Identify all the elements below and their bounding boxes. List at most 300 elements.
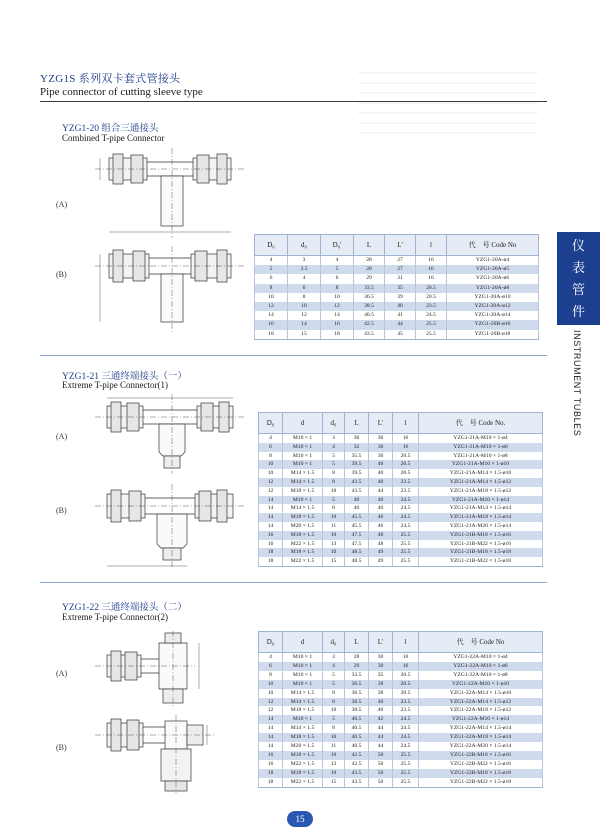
table-cell: 39	[385, 293, 416, 302]
table-cell: 42	[369, 715, 393, 724]
table-cell: YZG1-22B-M18 × 1.5-ø18	[419, 769, 543, 778]
col-header: l	[393, 632, 419, 653]
table-row	[259, 540, 543, 549]
col-header: D₀	[259, 632, 283, 653]
table-cell: M22 × 1.5	[283, 778, 323, 787]
table-cell: YZG1-21A-M10 × 1-ø6	[419, 443, 543, 452]
table-cell: 5	[323, 496, 345, 505]
table-cell: 46	[369, 522, 393, 531]
table-cell: 25.5	[416, 330, 447, 340]
spec-table-yzg1-20	[254, 234, 539, 340]
table-cell: 20.5	[393, 452, 419, 461]
table-cell: 30	[369, 653, 393, 662]
table-cell: 14	[321, 311, 354, 320]
table-cell: 42.5	[345, 751, 369, 760]
table-cell: 40	[369, 504, 393, 513]
table-cell: 36.5	[345, 680, 369, 689]
section-yzg1-20	[40, 106, 547, 356]
table-cell: 25.5	[416, 320, 447, 329]
table-cell: 8	[323, 698, 345, 707]
table-cell: 10	[255, 293, 288, 302]
table-cell: YZG1-21A-M10 × 1-ø14	[419, 496, 543, 505]
table-cell: 8	[323, 469, 345, 478]
side-tab-char: 表	[571, 261, 585, 276]
table-cell: 6	[255, 274, 288, 283]
table-cell: M18 × 1.5	[283, 531, 323, 540]
table-cell: 24.5	[393, 724, 419, 733]
table-cell: 6	[288, 284, 321, 293]
table-cell: 44	[369, 742, 393, 751]
table-cell: 48	[369, 540, 393, 549]
table-cell: YZG1-22A-M14 × 1.5-ø10	[419, 689, 543, 698]
table-cell: YZG1-22A-M18 × 1.5-ø14	[419, 733, 543, 742]
col-header: d	[283, 413, 323, 434]
section-title-cn: YZG1-21 三通终端接头（一）	[62, 372, 187, 382]
section-title-en: Extreme T-pipe Connector(1)	[62, 380, 168, 390]
table-cell: 40.5	[345, 715, 369, 724]
table-row	[259, 724, 543, 733]
table-row	[259, 689, 543, 698]
table-cell: 16	[321, 320, 354, 329]
side-tab-char: 管	[571, 283, 585, 298]
table-row	[259, 522, 543, 531]
table-row	[259, 434, 543, 443]
col-header: d₀	[323, 413, 345, 434]
table-row	[255, 320, 539, 329]
side-tab-char: 仪	[571, 239, 585, 254]
table-cell: 29	[354, 274, 385, 283]
table-cell: 36.5	[354, 293, 385, 302]
table-cell: M18 × 1.5	[283, 733, 323, 742]
table-cell: 45.5	[345, 522, 369, 531]
table-cell: 24.5	[393, 715, 419, 724]
table-cell: 50	[369, 751, 393, 760]
table-cell: YZG1-21A-M18 × 1.5-ø14	[419, 513, 543, 522]
table-cell: 27	[385, 265, 416, 274]
table-cell: 44	[385, 320, 416, 329]
table-cell: 20.5	[393, 689, 419, 698]
table-row	[259, 733, 543, 742]
table-cell: 44	[369, 733, 393, 742]
table-cell: 27	[385, 256, 416, 266]
table-cell: 11	[323, 522, 345, 531]
variant-a-label: (A)	[56, 432, 68, 441]
table-cell: 10	[321, 293, 354, 302]
table-cell: 38.5	[354, 302, 385, 311]
table-row	[259, 680, 543, 689]
table-cell: 18	[259, 778, 283, 787]
drawing-extreme-tee2-a	[95, 631, 245, 709]
table-cell: 14	[288, 320, 321, 329]
table-cell: 6	[259, 443, 283, 452]
catalog-subtitle: Pipe connector of cutting sleeve type	[40, 86, 203, 98]
category-side-tab	[557, 232, 600, 325]
table-cell: 8	[323, 504, 345, 513]
table-cell: 16	[393, 662, 419, 671]
table-cell: M22 × 1.5	[283, 540, 323, 549]
table-row	[255, 330, 539, 340]
table-cell: 29	[345, 662, 369, 671]
table-cell: 10	[259, 460, 283, 469]
table-cell: M10 × 1	[283, 671, 323, 680]
table-cell: 12	[259, 706, 283, 715]
table-cell: YZG1-22A-M10 × 1-ø4	[419, 653, 543, 662]
table-cell: 48.5	[345, 548, 369, 557]
table-row	[259, 548, 543, 557]
table-cell: 25.5	[393, 540, 419, 549]
section-yzg1-22	[40, 583, 547, 803]
table-cell: 44	[369, 487, 393, 496]
table-cell: 23.5	[393, 698, 419, 707]
table-cell: 39.5	[345, 469, 369, 478]
table-cell: 8	[255, 284, 288, 293]
side-tab-char: 件	[571, 305, 585, 320]
spec-table-yzg1-22	[258, 631, 543, 788]
table-cell: 25.5	[393, 760, 419, 769]
table-cell: YZG1-20A-ø4	[447, 256, 539, 266]
table-row	[255, 274, 539, 283]
table-cell: 8	[321, 284, 354, 293]
table-row	[259, 460, 543, 469]
table-row	[255, 293, 539, 302]
table-cell: 16	[259, 751, 283, 760]
col-header: 代 号 Code No.	[419, 413, 543, 434]
table-cell: 28	[354, 265, 385, 274]
table-cell: 14	[259, 742, 283, 751]
table-cell: 10	[323, 769, 345, 778]
table-cell: M10 × 1	[283, 460, 323, 469]
table-cell: 40	[369, 460, 393, 469]
table-cell: 10	[323, 531, 345, 540]
table-row	[259, 496, 543, 505]
table-cell: 40.5	[345, 742, 369, 751]
section-title-cn: YZG1-22 三通终端接头（二）	[62, 603, 187, 613]
col-header: d	[283, 632, 323, 653]
table-cell: 24.5	[393, 513, 419, 522]
table-cell: YZG1-21A-M14 × 1.5-ø12	[419, 478, 543, 487]
table-cell: 10	[259, 689, 283, 698]
table-cell: M14 × 1.5	[283, 698, 323, 707]
table-cell: M10 × 1	[283, 496, 323, 505]
table-cell: 43.5	[345, 769, 369, 778]
table-row	[259, 662, 543, 671]
table-cell: 14	[259, 522, 283, 531]
col-header: d₀	[288, 235, 321, 256]
table-cell: 25.5	[393, 531, 419, 540]
catalog-title: YZG1S 系列双卡套式管接头	[40, 73, 181, 85]
table-cell: YZG1-21A-M14 × 1.5-ø10	[419, 469, 543, 478]
table-cell: 40.5	[345, 733, 369, 742]
table-cell: YZG1-22A-M10 × 1-ø10	[419, 680, 543, 689]
table-cell: 30	[345, 434, 369, 443]
table-cell: YZG1-22A-M20 × 1.5-ø14	[419, 742, 543, 751]
table-cell: 14	[259, 733, 283, 742]
table-cell: 40.5	[345, 724, 369, 733]
table-cell: 30	[369, 452, 393, 461]
table-cell: 16	[416, 274, 447, 283]
table-cell: 10	[288, 302, 321, 311]
col-header: L'	[369, 632, 393, 653]
table-cell: 18	[321, 330, 354, 340]
table-cell: M10 × 1	[283, 662, 323, 671]
side-tab-english	[558, 330, 598, 470]
table-cell: 30	[369, 662, 393, 671]
table-row	[255, 284, 539, 293]
table-cell: YZG1-22B-M22 × 1.5-ø18	[419, 778, 543, 787]
table-cell: YZG1-21B-M18 × 1.5-ø16	[419, 531, 543, 540]
table-cell: 4	[321, 256, 354, 266]
table-cell: 47.5	[345, 540, 369, 549]
table-cell: 28	[354, 256, 385, 266]
table-cell: M10 × 1	[283, 653, 323, 662]
table-row	[259, 715, 543, 724]
table-cell: 12	[288, 311, 321, 320]
table-cell: 16	[416, 265, 447, 274]
table-cell: 23.5	[416, 302, 447, 311]
table-cell: 41	[385, 311, 416, 320]
table-cell: M18 × 1.5	[283, 769, 323, 778]
table-cell: 10	[323, 733, 345, 742]
table-cell: 50	[369, 769, 393, 778]
table-cell: 40.5	[354, 311, 385, 320]
table-cell: M18 × 1.5	[283, 751, 323, 760]
table-cell: M10 × 1	[283, 452, 323, 461]
table-cell: 10	[323, 751, 345, 760]
col-header: L	[345, 413, 369, 434]
table-cell: 4	[323, 443, 345, 452]
table-cell: 35	[369, 671, 393, 680]
table-cell: M14 × 1.5	[283, 724, 323, 733]
section-yzg1-21	[40, 356, 547, 583]
table-cell: 40	[385, 302, 416, 311]
table-cell: 38	[369, 680, 393, 689]
table-cell: 25.5	[393, 769, 419, 778]
table-cell: M10 × 1	[283, 680, 323, 689]
table-cell: 33.5	[345, 671, 369, 680]
table-cell: 12	[255, 302, 288, 311]
table-cell: 16	[416, 256, 447, 266]
table-cell: 5	[323, 460, 345, 469]
table-cell: 16	[393, 434, 419, 443]
table-cell: 10	[323, 487, 345, 496]
table-cell: 20.5	[393, 671, 419, 680]
table-cell: 25.5	[393, 548, 419, 557]
variant-a-label: (A)	[56, 669, 68, 678]
table-cell: 35	[385, 284, 416, 293]
table-cell: M10 × 1	[283, 434, 323, 443]
table-cell: 40	[369, 469, 393, 478]
col-header: D₀	[259, 413, 283, 434]
drawing-extreme-tee-b	[95, 484, 245, 570]
table-cell: YZG1-21A-M10 × 1-ø4	[419, 434, 543, 443]
side-tab-english-text: INSTRUMENT TUBLES	[572, 330, 582, 437]
drawing-extreme-tee-a	[95, 394, 245, 476]
table-cell: 8	[323, 724, 345, 733]
table-cell: YZG1-20A-ø10	[447, 293, 539, 302]
table-row	[259, 531, 543, 540]
table-cell: 45	[385, 330, 416, 340]
table-cell: 46	[369, 513, 393, 522]
table-cell: 40	[369, 478, 393, 487]
col-header: 代 号 Code No	[447, 235, 539, 256]
table-cell: 38.5	[345, 698, 369, 707]
col-header: d₀	[323, 632, 345, 653]
table-cell: 8	[323, 689, 345, 698]
table-cell: YZG1-20B-ø16	[447, 320, 539, 329]
table-cell: M18 × 1.5	[283, 706, 323, 715]
table-cell: 6	[259, 662, 283, 671]
table-cell: YZG1-22A-M18 × 1.5-ø12	[419, 706, 543, 715]
table-row	[255, 311, 539, 320]
table-cell: 3	[288, 256, 321, 266]
table-cell: 8	[323, 478, 345, 487]
variant-a-label: (A)	[56, 200, 68, 209]
table-cell: 14	[259, 496, 283, 505]
variant-b-label: (B)	[56, 506, 67, 515]
table-row	[259, 742, 543, 751]
table-cell: 24.5	[393, 504, 419, 513]
col-header: l	[393, 413, 419, 434]
col-header: L	[354, 235, 385, 256]
table-cell: 8	[259, 671, 283, 680]
table-cell: 45.5	[345, 513, 369, 522]
table-cell: 8	[259, 452, 283, 461]
table-cell: 15	[323, 778, 345, 787]
table-cell: 40	[345, 496, 369, 505]
table-cell: 13	[323, 760, 345, 769]
table-cell: 42.5	[354, 320, 385, 329]
table-cell: 20.5	[393, 469, 419, 478]
table-cell: 40	[369, 706, 393, 715]
section-title-cn: YZG1-20 组合三通接头	[62, 124, 159, 134]
table-cell: 14	[259, 504, 283, 513]
table-cell: YZG1-20A-ø5	[447, 265, 539, 274]
table-cell: YZG1-21A-M20 × 1.5-ø14	[419, 522, 543, 531]
table-cell: 10	[323, 513, 345, 522]
table-cell: YZG1-20A-ø12	[447, 302, 539, 311]
table-cell: 18	[255, 330, 288, 340]
table-cell: YZG1-21A-M10 × 1-ø10	[419, 460, 543, 469]
col-header: l	[416, 235, 447, 256]
table-row	[259, 504, 543, 513]
table-cell: 4	[259, 434, 283, 443]
table-cell: M22 × 1.5	[283, 557, 323, 566]
table-row	[259, 478, 543, 487]
table-cell: 40	[369, 698, 393, 707]
table-cell: 24.5	[393, 733, 419, 742]
table-cell: 5	[255, 265, 288, 274]
table-cell: 36.5	[345, 689, 369, 698]
table-cell: 38	[369, 689, 393, 698]
table-cell: YZG1-21B-M22 × 1.5-ø18	[419, 557, 543, 566]
table-cell: 10	[259, 469, 283, 478]
table-row	[259, 452, 543, 461]
table-cell: 24.5	[393, 742, 419, 751]
table-cell: YZG1-22B-M22 × 1.5-ø16	[419, 760, 543, 769]
table-cell: 48.5	[345, 557, 369, 566]
table-cell: YZG1-21A-M18 × 1.5-ø12	[419, 487, 543, 496]
table-cell: 25.5	[393, 557, 419, 566]
table-row	[259, 469, 543, 478]
table-cell: 16	[393, 653, 419, 662]
table-row	[259, 513, 543, 522]
table-cell: 20.5	[393, 460, 419, 469]
table-cell: M20 × 1.5	[283, 742, 323, 751]
table-cell: YZG1-21B-M22 × 1.5-ø16	[419, 540, 543, 549]
table-cell: 43.5	[345, 478, 369, 487]
table-cell: 40	[369, 496, 393, 505]
table-cell: 24.5	[393, 496, 419, 505]
table-cell: 40	[345, 504, 369, 513]
table-row	[259, 760, 543, 769]
table-row	[259, 557, 543, 566]
table-cell: 10	[323, 706, 345, 715]
table-cell: M14 × 1.5	[283, 478, 323, 487]
col-header: L	[345, 632, 369, 653]
table-cell: 12	[321, 302, 354, 311]
table-cell: 6	[321, 274, 354, 283]
table-cell: 33.5	[354, 284, 385, 293]
table-cell: M10 × 1	[283, 715, 323, 724]
table-cell: YZG1-21A-M10 × 1-ø8	[419, 452, 543, 461]
table-cell: 4	[288, 274, 321, 283]
table-cell: 30	[369, 434, 393, 443]
table-cell: 32	[345, 443, 369, 452]
table-cell: 12	[259, 478, 283, 487]
table-cell: 43.5	[345, 487, 369, 496]
drawing-extreme-tee2-b	[95, 715, 245, 795]
table-cell: 14	[255, 311, 288, 320]
table-cell: M18 × 1.5	[283, 513, 323, 522]
table-cell: 47.5	[345, 531, 369, 540]
table-cell: M22 × 1.5	[283, 760, 323, 769]
table-cell: M14 × 1.5	[283, 689, 323, 698]
col-header: D₀'	[321, 235, 354, 256]
table-cell: YZG1-20A-ø6	[447, 274, 539, 283]
table-cell: 3	[323, 434, 345, 443]
table-cell: 23.5	[393, 706, 419, 715]
table-cell: YZG1-20A-ø14	[447, 311, 539, 320]
table-cell: M20 × 1.5	[283, 522, 323, 531]
table-row	[259, 487, 543, 496]
table-cell: 49	[369, 557, 393, 566]
table-cell: M18 × 1.5	[283, 487, 323, 496]
table-cell: 10	[323, 548, 345, 557]
table-cell: 50	[369, 760, 393, 769]
table-cell: 25.5	[393, 751, 419, 760]
table-cell: 43.5	[345, 778, 369, 787]
col-header: L'	[369, 413, 393, 434]
table-cell: 3.5	[288, 265, 321, 274]
table-cell: 15	[288, 330, 321, 340]
table-cell: 16	[259, 531, 283, 540]
table-row	[259, 751, 543, 760]
table-cell: YZG1-22A-M10 × 1-ø14	[419, 715, 543, 724]
table-cell: 35.5	[345, 452, 369, 461]
table-cell: YZG1-21A-M14 × 1.5-ø14	[419, 504, 543, 513]
table-cell: 5	[321, 265, 354, 274]
table-cell: YZG1-20B-ø18	[447, 330, 539, 340]
table-row	[255, 302, 539, 311]
col-header: 代 号 Code No	[419, 632, 543, 653]
table-cell: 8	[288, 293, 321, 302]
table-cell: 24.5	[393, 522, 419, 531]
table-cell: 24.5	[416, 311, 447, 320]
table-cell: 5	[323, 715, 345, 724]
table-cell: 16	[255, 320, 288, 329]
table-cell: 20.5	[416, 293, 447, 302]
table-row	[259, 769, 543, 778]
